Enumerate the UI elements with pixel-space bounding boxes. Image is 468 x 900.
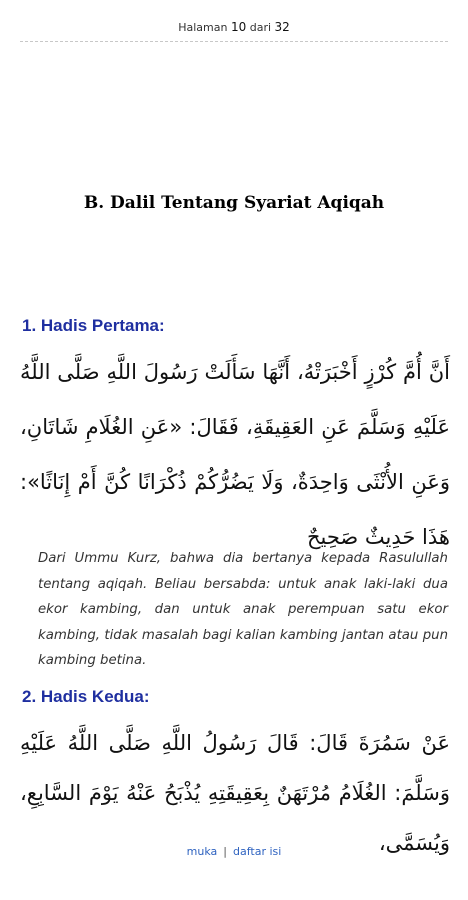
page-of-label: dari	[249, 21, 272, 34]
page-label: Halaman	[178, 21, 228, 34]
hadis-1-arabic-text: أَنَّ أُمَّ كُرْزٍ أَخْبَرَتْهُ، أَنَّهَا سَأَلَتْ رَسُولَ اللَّهِ صَلَّى اللَّهُ عَلَيْهِ وَسَلَّمَ عَنِ العَقِيقَةِ، فَقَالَ: «عَنِ الغُلَامِ شَاتَانِ، وَعَنِ الأُنْثَى وَاحِدَةٌ، وَلَا يَضُرُّكُمْ ذُكْرَانًا كُنَّ أَمْ إِنَاثًا»: هَذَا حَدِيثٌ صَحِيحٌ	[20, 360, 450, 549]
section-title: B. Dalil Tentang Syariat Aqiqah	[83, 193, 385, 213]
page-indicator	[0, 20, 468, 34]
hadis-1-heading: 1. Hadis Pertama:	[22, 316, 165, 335]
table-of-contents-link[interactable]: daftar isi	[233, 845, 282, 858]
footer-nav	[0, 845, 468, 858]
header-divider	[20, 41, 448, 42]
hadis-2-heading: 2. Hadis Kedua:	[22, 687, 150, 706]
current-page-number: 10	[230, 20, 247, 34]
total-pages-number: 32	[274, 20, 290, 34]
home-link[interactable]: muka	[186, 845, 218, 858]
footer-separator: |	[223, 845, 227, 858]
hadis-2-arabic-text: عَنْ سَمُرَةَ قَالَ: قَالَ رَسُولُ اللَّهِ صَلَّى اللَّهُ عَلَيْهِ وَسَلَّمَ: الغُلَامُ مُرْتَهَنٌ بِعَقِيقَتِهِ يُذْبَحُ عَنْهُ يَوْمَ السَّابِعِ، وَيُسَمَّى،	[20, 731, 450, 855]
hadis-1-translation: Dari Ummu Kurz, bahwa dia bertanya kepada Rasulullah tentang aqiqah. Beliau bersabda: untuk anak laki-laki dua ekor kambing, dan untuk anak perempuan satu ekor kambing, tidak masalah bagi kalian kambing jantan atau pun kambing betina.	[38, 551, 448, 668]
